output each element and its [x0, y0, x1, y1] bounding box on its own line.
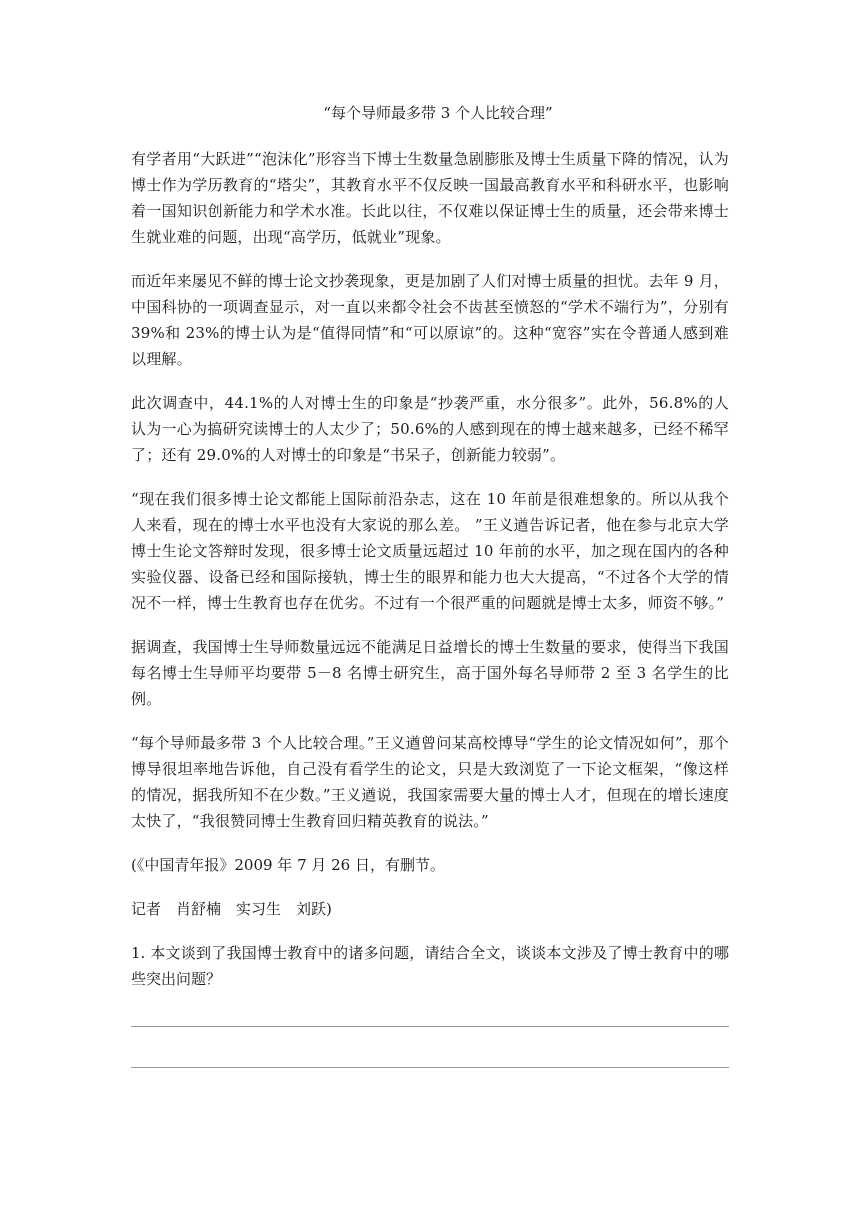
question-1: 1. 本文谈到了我国博士教育中的诸多问题，请结合全文，谈谈本文涉及了博士教育中的哪些突出问题？ — [131, 944, 729, 988]
byline: 记者 肖舒楠 实习生 刘跃) — [131, 900, 332, 918]
source-citation: (《中国青年报》2009 年 7 月 26 日，有删节。 — [131, 856, 445, 874]
paragraph-2: 而近年来屡见不鲜的博士论文抄袭现象，更是加剧了人们对博士质量的担忧。去年 9 月，中国科协的一项调查显示，对一直以来都令社会不齿甚至愤怒的“学术不端行为”，分别有 39%和 23%的博士认为是“值得同情”和“可以原谅”的。这种“宽容”实在令普通人感到难以理解。 — [131, 272, 729, 368]
paragraph-3: 此次调查中，44.1%的人对博士生的印象是“抄袭严重，水分很多”。此外，56.8%的人认为一心为搞研究读博士的人太少了；50.6%的人感到现在的博士越来越多，已经不稀罕了；还有 29.0%的人对博士的印象是“书呆子，创新能力较弱”。 — [131, 394, 729, 464]
paragraph-1: 有学者用“大跃进”“泡沫化”形容当下博士生数量急剧膨胀及博士生质量下降的情况，认为博士作为学历教育的“塔尖”，其教育水平不仅反映一国最高教育水平和科研水平，也影响着一国知识创新能力和学术水准。长此以往，不仅难以保证博士生的质量，还会带来博士生就业难的问题，出现“高学历，低就业”现象。 — [131, 150, 729, 246]
document-page — [131, 100, 729, 1108]
answer-line-1[interactable] — [131, 1026, 729, 1027]
paragraph-4: “现在我们很多博士论文都能上国际前沿杂志，这在 10 年前是很难想象的。所以从我个人来看，现在的博士水平也没有大家说的那么差。 ”王义遒告诉记者，他在参与北京大学博士生论文答辩时发现，很多博士论文质量远超过 10 年前的水平，加之现在国内的各种实验仪器、设备已经和国际接轨，博士生的眼界和能力也大大提高，“不过各个大学的情况不一样，博士生教育也存在优劣。不过有一个很严重的问题就是博士太多，师资不够。” — [131, 490, 729, 612]
answer-line-2[interactable] — [131, 1067, 729, 1068]
paragraph-5: 据调查，我国博士生导师数量远远不能满足日益增长的博士生数量的要求，使得当下我国每名博士生导师平均要带 5－8 名博士研究生，高于国外每名导师带 2 至 3 名学生的比例。 — [131, 638, 729, 708]
paragraph-6: “每个导师最多带 3 个人比较合理。”王义遒曾问某高校博导“学生的论文情况如何”，那个博导很坦率地告诉他，自己没有看学生的论文，只是大致浏览了一下论文框架，“像这样的情况，据我所知不在少数。”王义遒说，我国家需要大量的博士人才，但现在的增长速度太快了，“我很赞同博士生教育回归精英教育的说法。” — [131, 734, 729, 830]
article-title: “每个导师最多带 3 个人比较合理” — [323, 104, 553, 122]
